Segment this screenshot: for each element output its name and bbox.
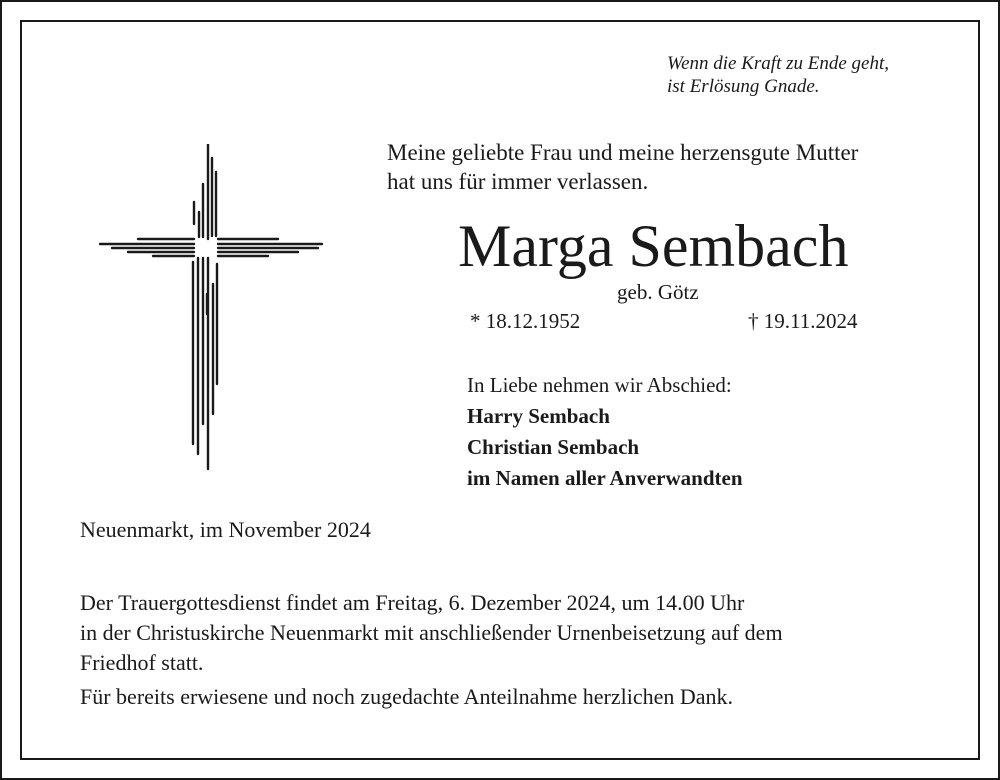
service-line-1: Der Trauergottesdienst findet am Freitag, 6. Dezember 2024, um 14.00 Uhr [80, 590, 745, 615]
thanks-text: Für bereits erwiesene und noch zugedachte Anteilnahme herzlichen Dank. [80, 684, 734, 709]
motto-line-1: Wenn die Kraft zu Ende geht, [667, 53, 889, 74]
motto [667, 52, 889, 98]
intro-line-1: Meine geliebte Frau und meine herzensgute Mutter [387, 140, 859, 165]
intro-text [387, 138, 858, 196]
service-line-2: in der Christuskirche Neuenmarkt mit anschließender Urnenbeisetzung auf dem [80, 620, 783, 645]
mourner-name: Christian Sembach [467, 435, 640, 459]
motto-line-2: ist Erlösung Gnade. [667, 76, 820, 97]
mourners-heading: In Liebe nehmen wir Abschied: [467, 373, 732, 397]
place-date: Neuenmarkt, im November 2024 [80, 517, 371, 542]
mourner-name: im Namen aller Anverwandten [467, 466, 743, 490]
cross-icon [98, 144, 326, 479]
mourners-block [467, 370, 743, 494]
service-line-3: Friedhof statt. [80, 650, 204, 675]
intro-line-2: hat uns für immer verlassen. [387, 169, 649, 194]
birth-date: * 18.12.1952 [470, 309, 581, 333]
mourner-name: Harry Sembach [467, 404, 610, 428]
maiden-name: geb. Götz [617, 280, 699, 304]
deceased-name: Marga Sembach [458, 213, 849, 279]
funeral-service-info [80, 588, 783, 678]
death-date: † 19.11.2024 [748, 309, 858, 333]
